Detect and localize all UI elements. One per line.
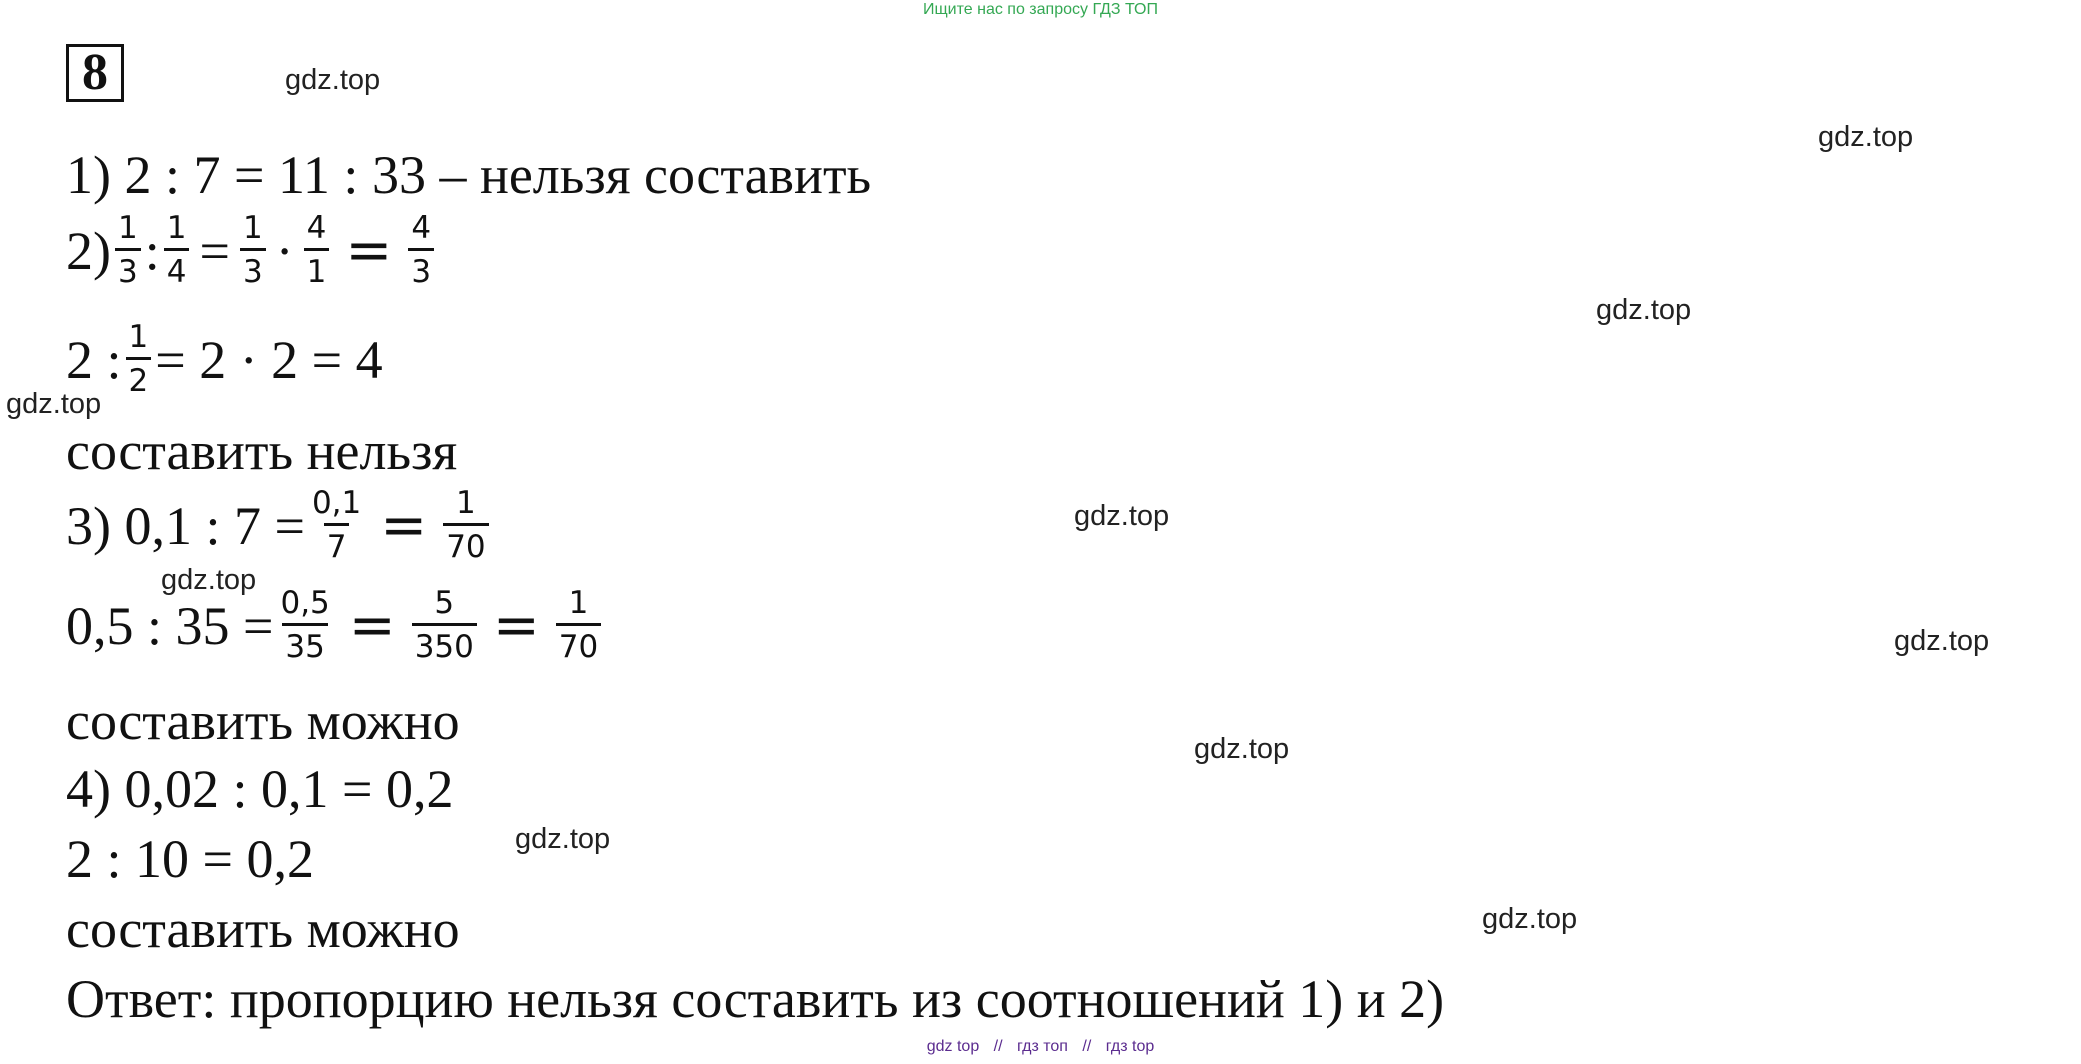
colon: : <box>144 220 160 281</box>
footer-separator: // <box>1082 1038 1092 1055</box>
footer-link-a[interactable]: gdz top <box>926 1038 980 1055</box>
line-9-text: 2 : 10 = 0,2 <box>66 829 314 889</box>
numerator: 1 <box>456 485 476 521</box>
answer-line <box>66 969 1445 1029</box>
numerator: 1 <box>242 210 263 246</box>
fraction <box>443 485 488 565</box>
watermark: gdz.top <box>1194 733 1290 765</box>
watermark: gdz.top <box>1894 625 1990 657</box>
denominator: 3 <box>408 248 434 288</box>
denominator: 350 <box>412 623 477 663</box>
fraction <box>408 210 434 290</box>
fraction <box>164 210 190 290</box>
denominator: 3 <box>240 248 266 288</box>
numerator: 1 <box>166 210 187 246</box>
denominator: 7 <box>324 523 350 563</box>
watermark: gdz.top <box>161 564 257 596</box>
numerator: 5 <box>434 585 455 621</box>
numerator: 4 <box>411 210 432 246</box>
line-2-label: 2) <box>66 220 111 281</box>
numerator: 1 <box>128 319 149 355</box>
numerator: 0,5 <box>280 585 330 621</box>
watermark: gdz.top <box>1074 500 1170 532</box>
solution-line-1 <box>66 145 872 205</box>
line-10-text: составить можно <box>66 899 460 959</box>
equals: = <box>345 217 393 283</box>
equals: = <box>492 592 540 658</box>
equals: = <box>199 220 230 281</box>
solution-line-4 <box>66 421 458 481</box>
fraction <box>126 319 152 399</box>
footer-link-b[interactable]: гдз топ <box>1017 1038 1068 1055</box>
denominator: 2 <box>126 357 152 397</box>
line-5-lhs: 3) 0,1 : 7 = <box>66 495 305 556</box>
fraction <box>277 585 332 665</box>
solution-line-2 <box>66 210 438 290</box>
equals: = <box>380 492 428 558</box>
watermark: gdz.top <box>1596 294 1692 326</box>
watermark: gdz.top <box>515 823 611 855</box>
numerator: 1 <box>568 585 589 621</box>
watermark: gdz.top <box>6 388 102 420</box>
line-4-text: составить нельзя <box>66 421 458 481</box>
line-7-text: составить можно <box>66 691 460 751</box>
line-3-rhs: = 2 · 2 = 4 <box>155 329 383 390</box>
denominator: 35 <box>282 623 327 663</box>
footer-separator: // <box>993 1038 1003 1055</box>
denominator: 1 <box>304 248 330 288</box>
fraction <box>240 210 266 290</box>
footer-link-c[interactable]: гдз top <box>1105 1038 1155 1055</box>
solution-line-3 <box>66 319 383 399</box>
equals: = <box>348 592 396 658</box>
fraction <box>556 585 601 665</box>
multiply-dot: · <box>275 220 294 281</box>
solution-line-10 <box>66 899 460 959</box>
denominator: 70 <box>443 523 488 563</box>
fraction <box>304 210 330 290</box>
top-banner <box>0 0 2081 20</box>
fraction <box>115 210 141 290</box>
denominator: 4 <box>164 248 190 288</box>
numerator: 1 <box>117 210 138 246</box>
watermark: gdz.top <box>1482 903 1578 935</box>
solution-line-6 <box>66 585 605 665</box>
answer-text: Ответ: пропорцию нельзя составить из соотношений 1) и 2) <box>66 969 1445 1029</box>
line-3-lhs: 2 : <box>66 329 122 390</box>
denominator: 3 <box>115 248 141 288</box>
footer <box>0 1038 2081 1056</box>
solution-line-8 <box>66 759 454 819</box>
numerator: 0,1 <box>311 485 362 521</box>
fraction <box>412 585 477 665</box>
line-1-text: 1) 2 : 7 = 11 : 33 – нельзя составить <box>66 145 872 205</box>
fraction <box>309 485 364 565</box>
solution-line-9 <box>66 829 314 889</box>
watermark: gdz.top <box>285 64 381 96</box>
solution-line-5 <box>66 485 493 565</box>
banner-text: Ищите нас по запросу ГДЗ ТОП <box>923 1 1158 18</box>
problem-number: 8 <box>66 44 124 102</box>
solution-line-7 <box>66 691 460 751</box>
numerator: 4 <box>306 210 327 246</box>
watermark: gdz.top <box>1818 121 1914 153</box>
denominator: 70 <box>556 623 601 663</box>
line-6-lhs: 0,5 : 35 = <box>66 595 274 656</box>
line-8-text: 4) 0,02 : 0,1 = 0,2 <box>66 759 454 819</box>
